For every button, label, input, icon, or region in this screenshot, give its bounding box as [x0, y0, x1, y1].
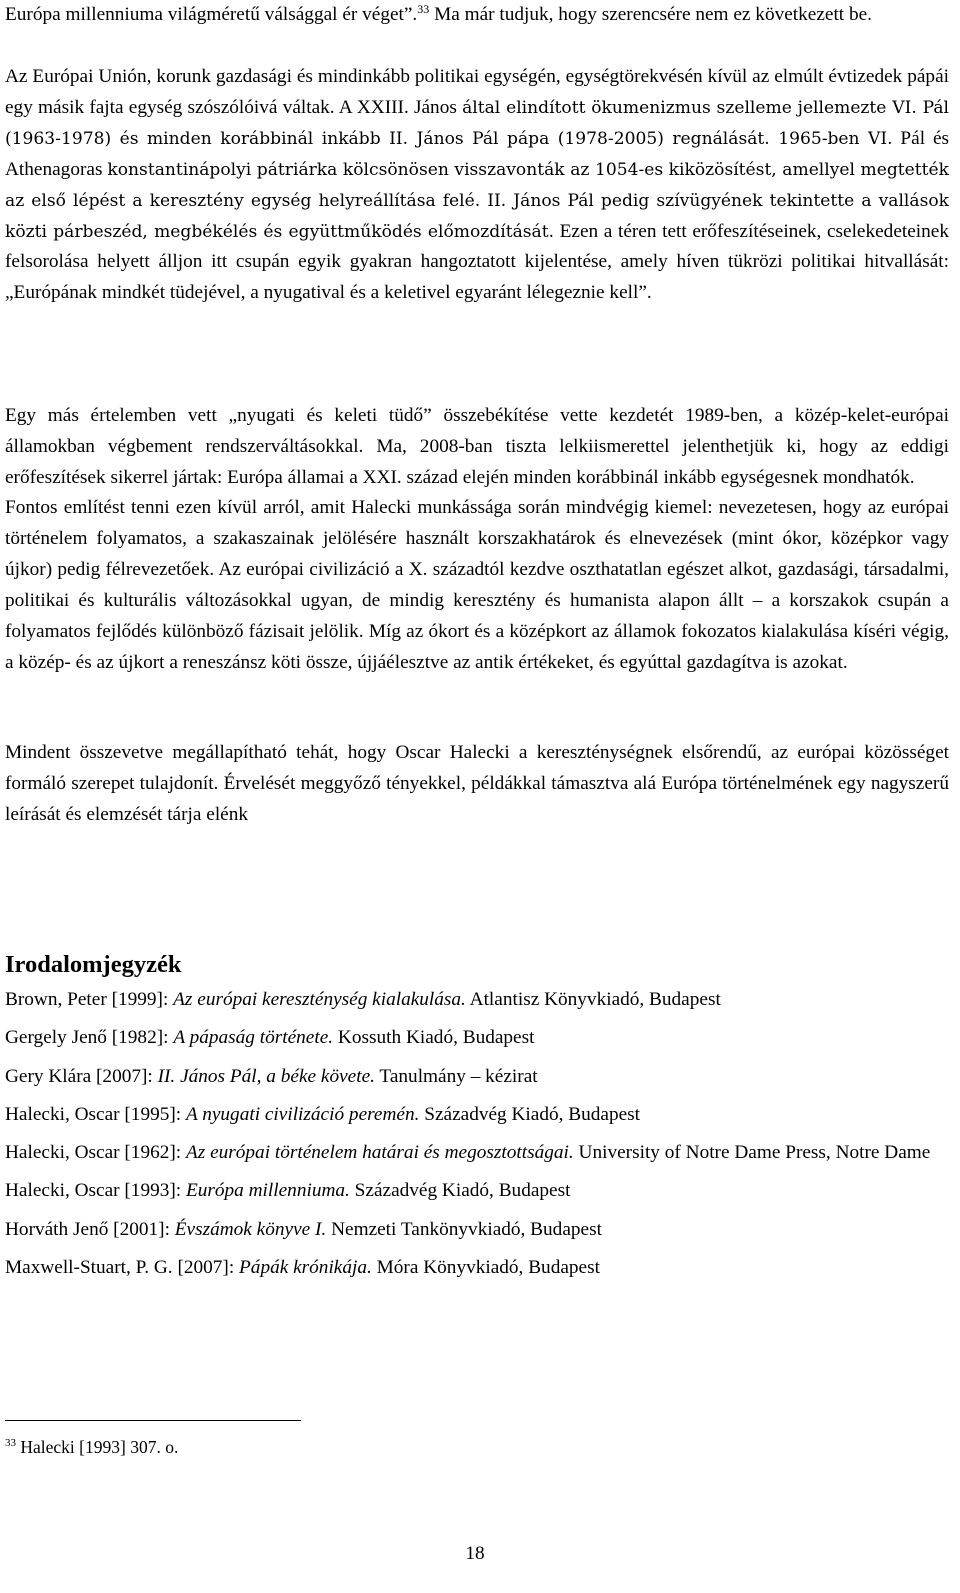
footnote-reference[interactable]: 33	[417, 2, 430, 16]
bib-title: Európa millenniuma.	[185, 1180, 350, 1202]
bib-author: Brown, Peter [1999]:	[5, 989, 174, 1010]
paragraph-text: Európa millenniuma világméretű válsággal ér véget”.	[5, 4, 418, 25]
bibliography-heading: Irodalomjegyzék	[5, 951, 182, 978]
bibliography-item	[5, 1024, 949, 1052]
page-number: 18	[465, 1543, 485, 1564]
body-paragraph-2	[5, 62, 949, 309]
bib-author: Halecki, Oscar [1993]:	[5, 1180, 186, 1202]
bib-author: Maxwell-Stuart, P. G. [2007]:	[5, 1257, 240, 1279]
paragraph-text: Pál és Athenagoras	[5, 127, 950, 180]
footnote	[5, 1435, 178, 1459]
bib-title: Évszámok könyve I.	[174, 1218, 327, 1240]
bib-author: Gery Klára [2007]:	[5, 1065, 158, 1087]
footnote-separator	[5, 1420, 301, 1421]
bibliography-item	[5, 1063, 949, 1091]
bib-publisher: Századvég Kiadó, Budapest	[419, 1103, 641, 1125]
paragraph-text: által elindított ökumenizmus szelleme jellemezte VI. Pál (1963-1978) és minden korábbinál inkább II. János Pál pápa (1978-2005) regnálását. 1965-ben VI.	[5, 97, 949, 149]
bib-title: Az európai kereszténység kialakulása.	[173, 989, 466, 1010]
bib-title: II. János Pál, a béke követe.	[157, 1065, 375, 1087]
body-paragraph-4: Fontos említést tenni ezen kívül arról, amit Halecki munkássága során mindvégig kiemel: nevezetesen, hogy az európai történelem folyamatos, a szakaszainak jelölésére használt korszakhatárok és elnevezések (mint ókor, középkor vagy újkor) pedig félrevezetőek. Az európai civilizáció a X. századtól kezdve oszthatatlan egészet alkot, gazdasági, társadalmi, politikai és kulturális változásokkal ugyan, de mindig keresztény és humanista alapon állt – a korszakok csupán a folyamatos fejlődés különböző fázisait jelölik. Míg az ókort és a középkort az államok fokozatos kialakulása kíséri végig, a közép- és az újkort a reneszánsz köti össze, újjáélesztve az antik értékeket, és egyúttal gazdagítva is azokat.	[5, 497, 949, 673]
paragraph-text: Az Európai Unión, korunk gazdasági és mindinkább politikai egységén, egységtörekvésén kívül az elmúlt évtizedek pápái egy másik fajta egység szószólóivá váltak. A XXIII. János	[5, 66, 949, 118]
bib-title: A pápaság története.	[173, 1027, 334, 1049]
bib-publisher: Nemzeti Tankönyvkiadó, Budapest	[326, 1218, 602, 1240]
bibliography-item	[5, 1101, 949, 1129]
bib-author: Gergely Jenő [1982]:	[5, 1027, 174, 1049]
bib-author: Halecki, Oscar [1962]:	[5, 1142, 186, 1164]
body-paragraph-5: Mindent összevetve megállapítható tehát, hogy Oscar Halecki a kereszténységnek elsőrendű, az európai közösséget formáló szerepet tulajdonít. Érvelését meggyőző tényekkel, példákkal támasztva alá Európa történelmének egy nagyszerű leírását és elemzését tárja elénk	[5, 742, 949, 825]
body-paragraph-3: Egy más értelemben vett „nyugati és keleti tüdő” összebékítése vette kezdetét 1989-ben, a közép-kelet-európai államokban végbement rendszerváltásokkal. Ma, 2008-ban tiszta lelkiismerettel jelenthetjük ki, hogy az eddigi erőfeszítések sikerrel jártak: Európa államai a XXI. század elején minden korábbinál inkább egységesnek mondhatók.	[5, 405, 949, 488]
bibliography-item	[5, 1216, 949, 1244]
bibliography-list	[5, 986, 949, 1292]
bib-author: Horváth Jenő [2001]:	[5, 1218, 175, 1240]
bib-title: Az európai történelem határai és megosztottságai.	[185, 1142, 574, 1164]
bibliography-item	[5, 1139, 949, 1167]
bibliography-item	[5, 1254, 949, 1282]
bib-title: A nyugati civilizáció peremén.	[185, 1103, 420, 1125]
bib-publisher: University of Notre Dame Press, Notre Dame	[573, 1142, 931, 1164]
bib-publisher: Móra Könyvkiadó, Budapest	[371, 1257, 600, 1279]
bibliography-item	[5, 986, 949, 1014]
bib-author: Halecki, Oscar [1995]:	[5, 1103, 186, 1125]
paragraph-text: Ma már tudjuk, hogy szerencsére nem ez következett be.	[429, 4, 873, 25]
bib-title: Pápák krónikája.	[239, 1257, 372, 1279]
bib-publisher: Atlantisz Könyvkiadó, Budapest	[465, 989, 721, 1010]
footnote-number: 33	[5, 1437, 16, 1449]
bib-publisher: Századvég Kiadó, Budapest	[349, 1180, 571, 1202]
bib-publisher: Tanulmány – kézirat	[374, 1065, 538, 1087]
paragraph-text: Ezen a téren tett erőfeszítéseinek, cselekedeteinek felsorolása helyett álljon itt csupán egyik gyakran hangoztatott kijelentése, amely híven tükrözi politikai hitvallását: „Európának mindkét tüdejével, a nyugatival és a keletivel egyaránt lélegeznie kell”.	[5, 220, 949, 304]
bib-publisher: Kossuth Kiadó, Budapest	[333, 1027, 535, 1049]
body-paragraph-1	[5, 0, 872, 31]
footnote-text: Halecki [1993] 307. o.	[16, 1437, 179, 1457]
bibliography-item	[5, 1177, 949, 1205]
paragraph-text: konstantinápolyi pátriárka kölcsönösen visszavonták az 1054-es kiközösítést, amellyel megtették az első lépést a keresztény egység helyreállítása felé. II. János Pál pedig szívügyének tekintette a vallások közti párbeszéd, megbékélés és együttműködés előmozdítását.	[5, 159, 950, 242]
